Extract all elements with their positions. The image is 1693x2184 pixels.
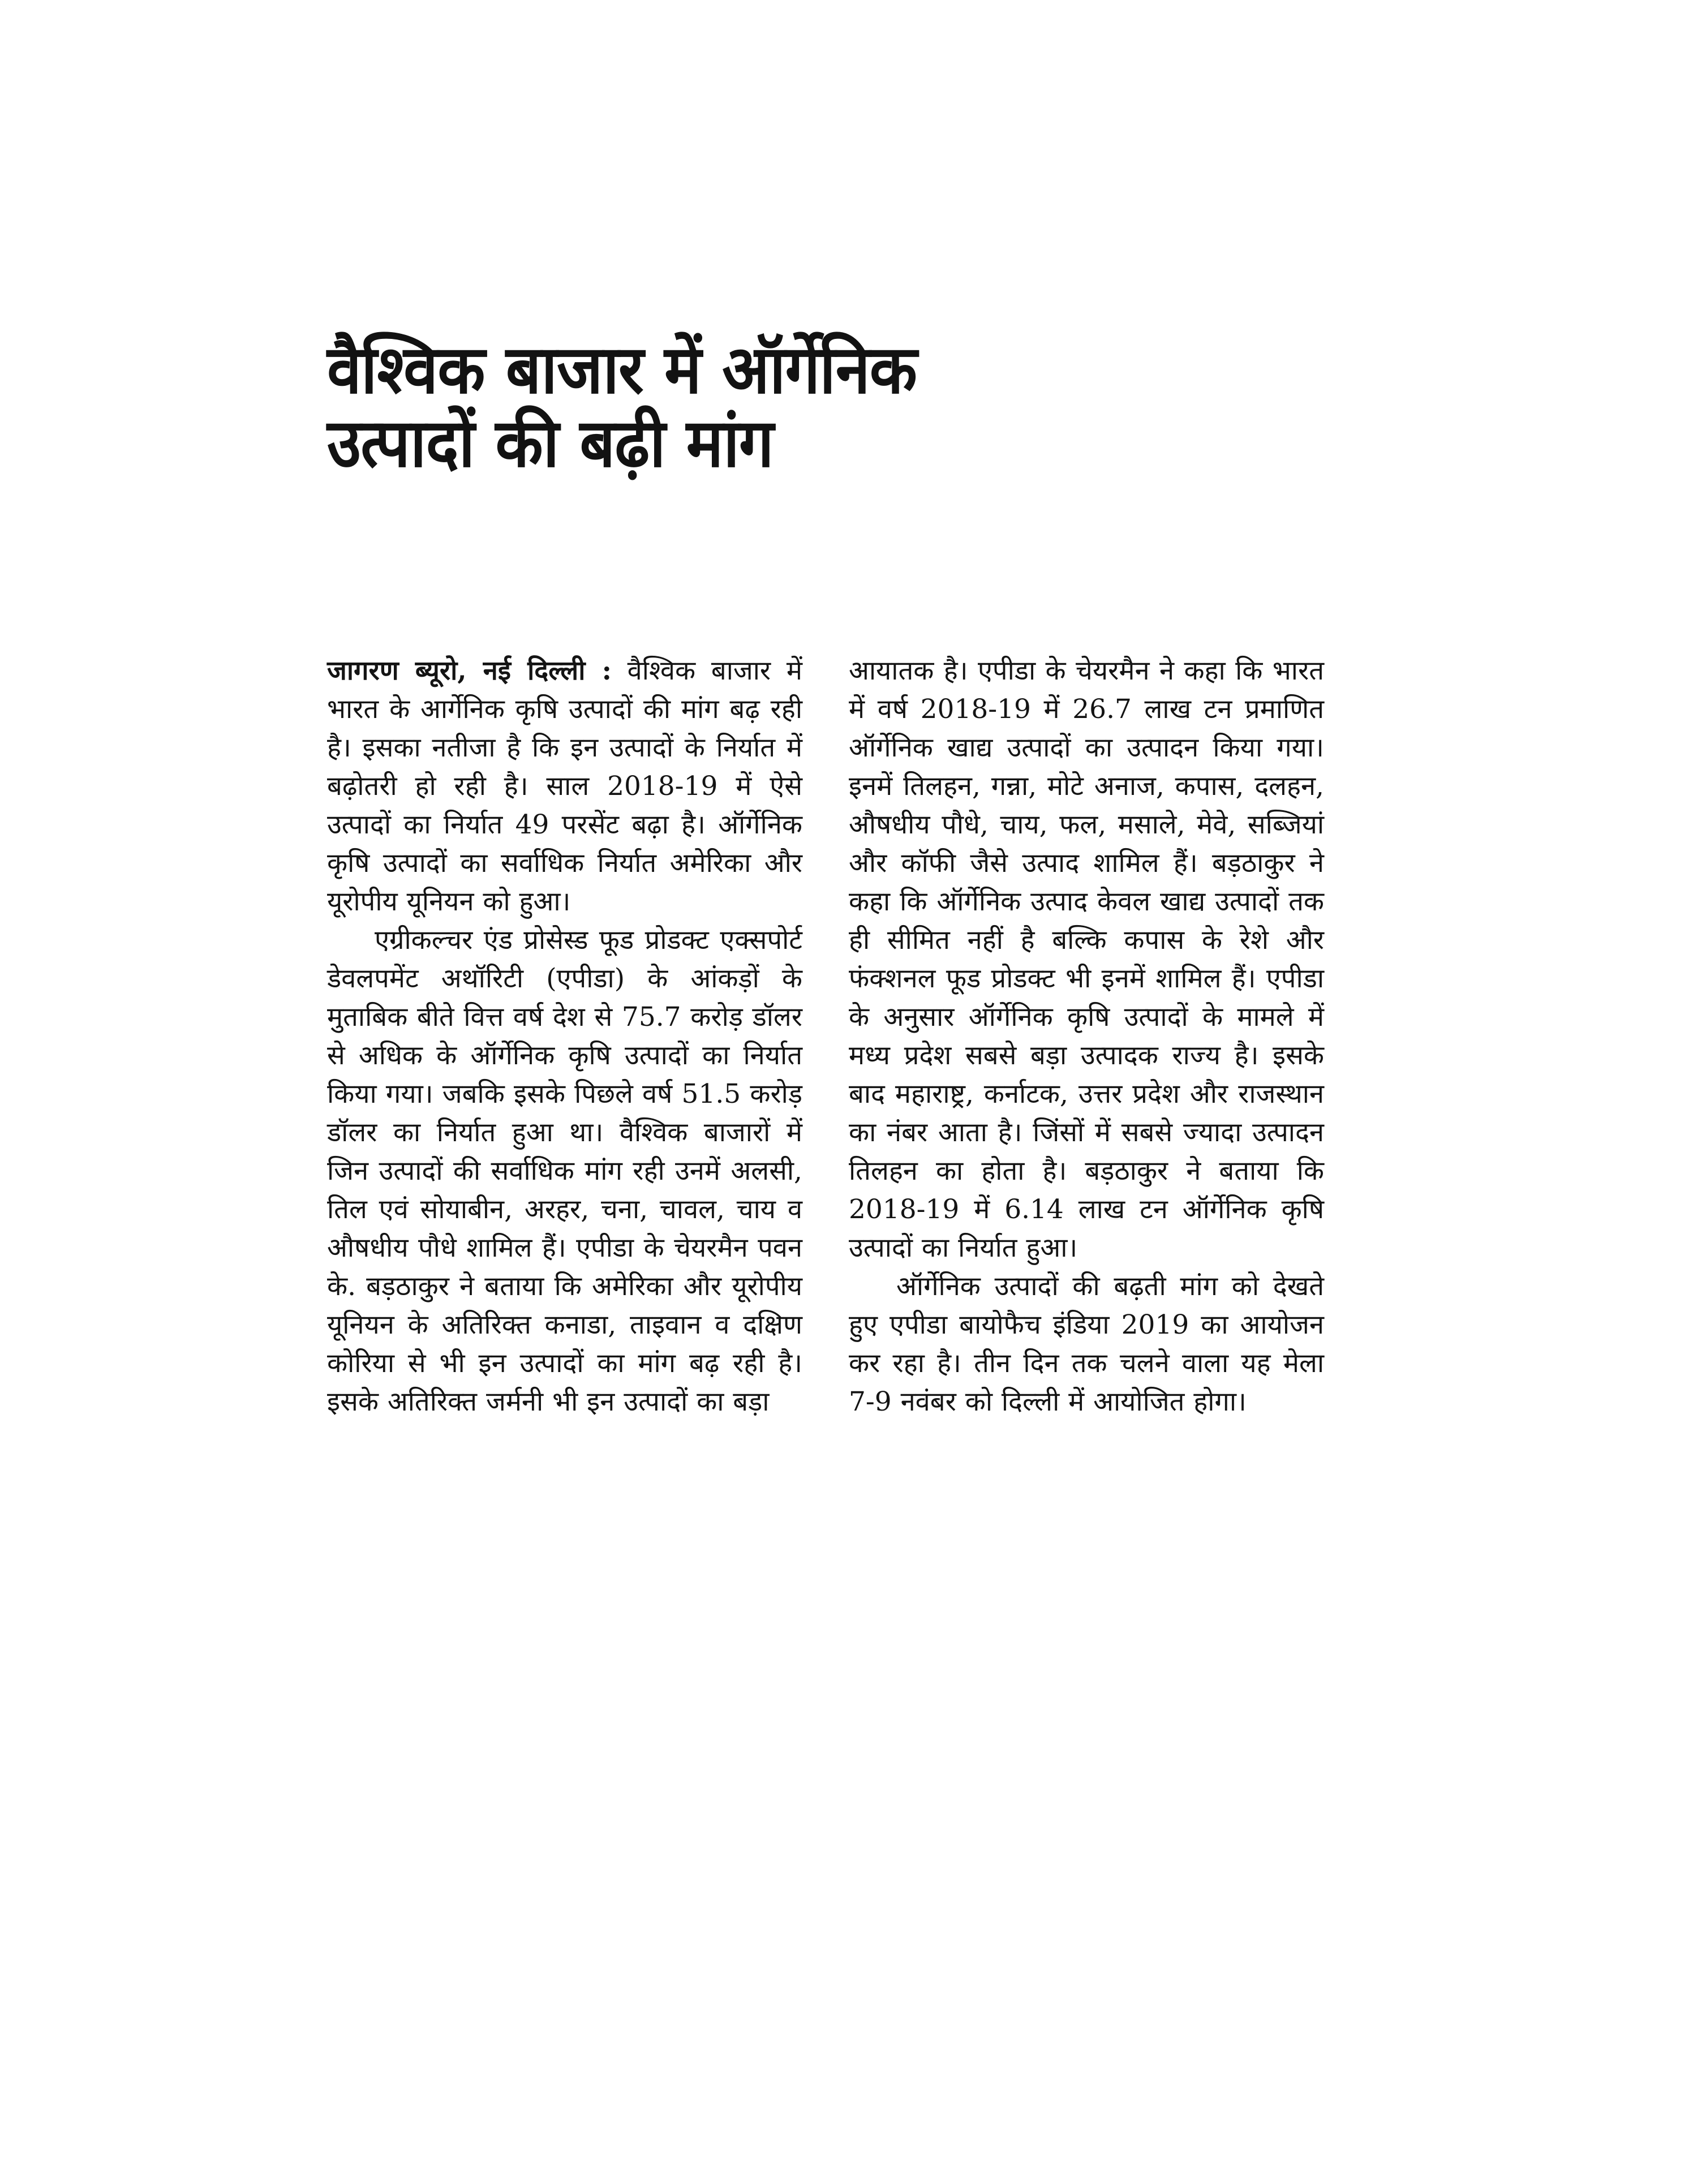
paragraph-2: एग्रीकल्चर एंड प्रोसेस्ड फूड प्रोडक्ट एक्सपोर्ट डेवलपमेंट अथॉरिटी (एपीडा) के आंकड़ों के मुताबिक बीते वित्त वर्ष देश से 75.7 करोड़ डॉलर से अधिक के ऑर्गेनिक कृषि उत्पादों का निर्यात किया गया। जबकि इसके पिछले वर्ष 51.5 करोड़ डॉलर का निर्यात हुआ था। वैश्विक बाजारों में जिन उत्पादों की सर्वाधिक मांग रही उनमें अलसी, तिल एवं सोयाबीन, अरहर, चना, चावल, चाय व औषधीय पौधे शामिल हैं। एपीडा के चेयरमैन पवन के. बड़ठाकुर ने बताया कि अमेरिका और यूरोपीय यूनियन के अतिरिक्त कनाडा, ताइवान व दक्षिण कोरिया से भी इन उत्पादों का मांग बढ़ रही है। इसके अतिरिक्त जर्मनी भी इन उत्पादों का बड़ा: [327, 925, 802, 1417]
column-right: [849, 652, 1324, 1421]
paragraph-3: आयातक है। एपीडा के चेयरमैन ने कहा कि भारत में वर्ष 2018-19 में 26.7 लाख टन प्रमाणित ऑर्गेनिक खाद्य उत्पादों का उत्पादन किया गया। इनमें तिलहन, गन्ना, मोटे अनाज, कपास, दलहन, औषधीय पौधे, चाय, फल, मसाले, मेवे, सब्जियां और कॉफी जैसे उत्पाद शामिल हैं। बड़ठाकुर ने कहा कि ऑर्गेनिक उत्पाद केवल खाद्य उत्पादों तक ही सीमित नहीं है बल्कि कपास के रेशे और फंक्शनल फूड प्रोडक्ट भी इनमें शामिल हैं। एपीडा के अनुसार ऑर्गेनिक कृषि उत्पादों के मामले में मध्य प्रदेश सबसे बड़ा उत्पादक राज्य है। इसके बाद महाराष्ट्र, कर्नाटक, उत्तर प्रदेश और राजस्थान का नंबर आता है। जिंसों में सबसे ज्यादा उत्पादन तिलहन का होता है। बड़ठाकुर ने बताया कि 2018-19 में 6.14 लाख टन ऑर्गेनिक कृषि उत्पादों का निर्यात हुआ।: [849, 655, 1324, 1263]
paragraph-4: ऑर्गेनिक उत्पादों की बढ़ती मांग को देखते हुए एपीडा बायोफैच इंडिया 2019 का आयोजन कर रहा है। तीन दिन तक चलने वाला यह मेला 7-9 नवंबर को दिल्ली में आयोजित होगा।: [849, 1271, 1324, 1417]
headline-line-1: वैश्विक बाजार में ऑर्गेनिक: [327, 330, 917, 409]
headline-line-2: उत्पादों की बढ़ी मांग: [327, 404, 774, 482]
paragraph-lead-text: वैश्विक बाजार में भारत के आर्गेनिक कृषि उत्पादों की मांग बढ़ रही है। इसका नतीजा है कि इन उत्पादों के निर्यात में बढ़ोतरी हो रही है। साल 2018-19 में ऐसे उत्पादों का निर्यात 49 परसेंट बढ़ा है। ऑर्गेनिक कृषि उत्पादों का सर्वाधिक निर्यात अमेरिका और यूरोपीय यूनियन को हुआ।: [327, 655, 802, 917]
byline: जागरण ब्यूरो, नई दिल्ली :: [327, 655, 612, 686]
paragraph-lead: [327, 652, 802, 921]
article-body: [327, 652, 1324, 1421]
column-left: [327, 652, 802, 1421]
page-title: [327, 330, 1391, 482]
